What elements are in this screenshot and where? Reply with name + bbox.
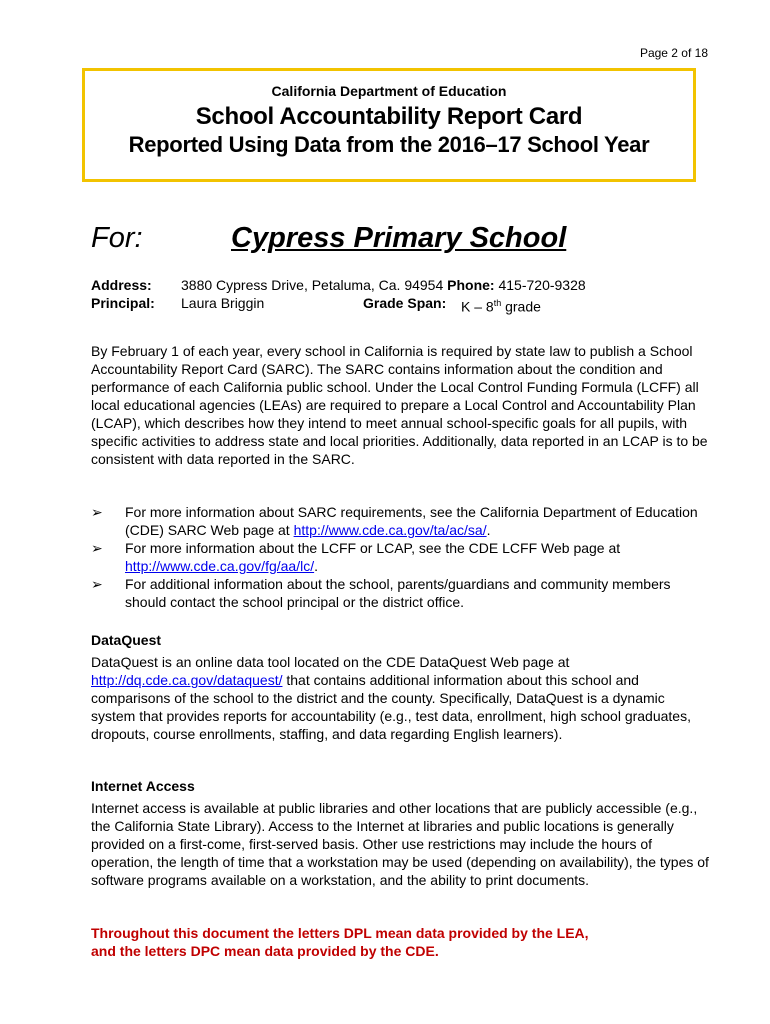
department-name: California Department of Education [271,83,507,99]
dpl-dpc-note [91,924,711,960]
principal-value: Laura Briggin [181,295,265,311]
grade-span-suffix: grade [501,298,541,315]
bullet-sarc [91,503,711,539]
address-text: 3880 Cypress Drive, Petaluma, Ca. 94954 [181,277,444,293]
grade-span-prefix: K – 8 [461,298,494,315]
bullet-sarc-end: . [486,522,491,538]
grade-span-sup: th [493,298,502,308]
bullet-contact [91,575,711,611]
arrow-bullet-icon: ➢ [91,576,103,592]
bullet-contact-text: For additional information about the school, parents/guardians and community members should contact the school principal or the district office. [125,576,671,610]
arrow-bullet-icon: ➢ [91,540,103,556]
report-subtitle: Reported Using Data from the 2016–17 School Year [128,132,650,157]
address-label: Address: [91,277,152,293]
bullet-lcff [91,539,711,575]
dataquest-link[interactable]: http://dq.cde.ca.gov/dataquest/ [91,672,283,688]
page-number: Page 2 of 18 [639,46,708,60]
dataquest-heading: DataQuest [91,632,162,648]
for-label: For: [91,222,143,254]
internet-access-paragraph: Internet access is available at public libraries and other locations that are publicly accessible (e.g., the California State Library). Access to the Internet at libraries and public locations is generally provided on a first-come, first-served basis. Other use restrictions may include the hours of operation, the length of time that a workstation may be used (depending on availability), the types of software programs available on a workstation, and the ability to print documents. [91,800,709,888]
phone-value: 415-720-9328 [498,277,586,293]
phone-label: Phone: [447,277,495,293]
school-name: Cypress Primary School [231,222,567,254]
address-value [181,276,586,294]
principal-label: Principal: [91,295,155,311]
bullet-lcff-end: . [314,558,318,574]
lcff-link[interactable]: http://www.cde.ca.gov/fg/aa/lc/ [125,558,315,574]
dataquest-text-before: DataQuest is an online data tool located on the CDE DataQuest Web page at [91,654,570,670]
grade-span-value [461,294,541,316]
internet-access-section [91,777,711,889]
note-line-2: and the letters DPC mean data provided by the CDE. [91,943,439,959]
arrow-bullet-icon: ➢ [91,504,103,520]
info-bullets [91,503,711,611]
grade-span-label: Grade Span: [363,295,447,311]
bullet-lcff-text: For more information about the LCFF or LCAP, see the CDE LCFF Web page at [125,540,621,556]
internet-access-heading: Internet Access [91,778,195,794]
bullet-sarc-text: For more information about SARC requirements, see the California Department of Education (CDE) SARC Web page at [125,504,698,538]
title-box [82,68,696,182]
dataquest-section [91,631,711,743]
dataquest-text-after: that contains additional information about this school and comparisons of the school to the district and the county. Specifically, DataQuest is a dynamic system that provides reports for accountability (e.g., test data, enrollment, high school graduates, dropouts, course enrollments, staffing, and data regarding English learners). [91,672,691,742]
intro-paragraph: By February 1 of each year, every school in California is required by state law to publish a School Accountability Report Card (SARC). The SARC contains information about the condition and performance of each California public school. Under the Local Control Funding Formula (LCFF) all local educational agencies (LEAs) are required to prepare a Local Control and Accountability Plan (LCAP), which describes how they intend to meet annual school-specific goals for all pupils, with specific activities to address state and local priorities. Additionally, data reported in an LCAP is to be consistent with data reported in the SARC. [91,343,708,467]
sarc-link[interactable]: http://www.cde.ca.gov/ta/ac/sa/ [293,522,487,538]
report-title: School Accountability Report Card [195,103,583,130]
dataquest-paragraph [91,653,711,743]
note-line-1: Throughout this document the letters DPL mean data provided by the LEA, [91,925,589,941]
